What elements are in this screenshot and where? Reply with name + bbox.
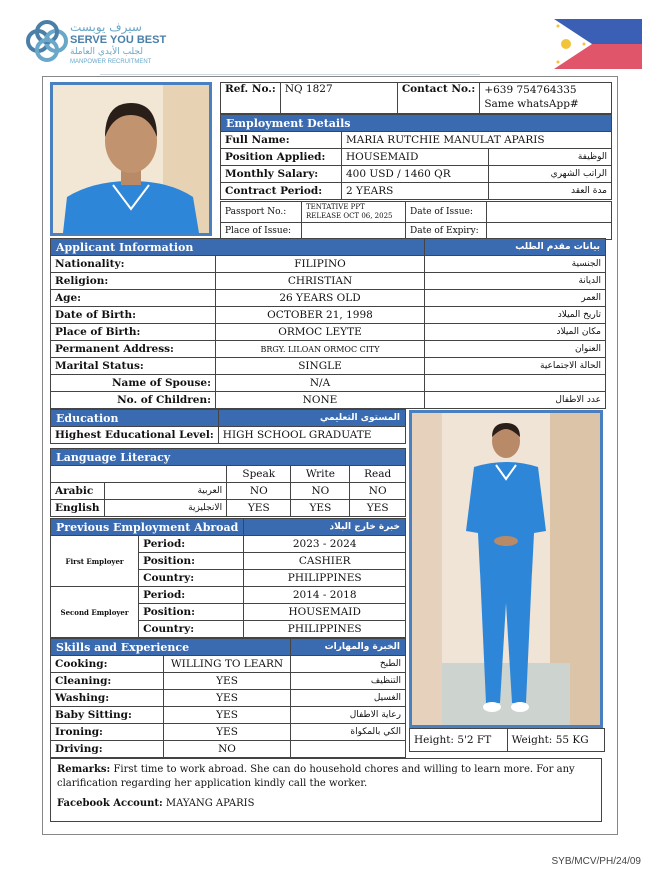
applicant-row: Religion: CHRISTIAN الديانة	[51, 273, 606, 290]
weight-cell	[507, 729, 604, 752]
speak-header: Speak	[227, 466, 291, 483]
employer-row: Position: HOUSEMAID	[51, 604, 406, 621]
previous-title-ar: خبرة خارج البلاد	[244, 519, 406, 536]
applicant-row: Nationality: FILIPINO الجنسية	[51, 256, 606, 273]
logo-subtitle: MANPOWER RECRUITMENT	[70, 59, 152, 65]
education-table	[50, 409, 406, 444]
height-cell	[410, 729, 508, 752]
first-employer-label: First Employer	[51, 536, 139, 587]
previous-title: Previous Employment Abroad	[51, 519, 244, 536]
language-blank	[51, 466, 227, 483]
logo-arabic: سيرف يوبست	[70, 20, 142, 34]
footer-code: SYB/MCV/PH/24/09	[551, 856, 641, 867]
expiry-label: Date of Expiry:	[406, 223, 487, 240]
ref-value: NQ 1827	[280, 83, 397, 114]
facebook-label: Facebook Account:	[57, 798, 163, 809]
skill-row: Cooking: WILLING TO LEARN الطبخ	[51, 656, 406, 673]
skill-row: Cleaning: YES التنظيف	[51, 673, 406, 690]
employer-row: Country: PHILIPPINES	[51, 621, 406, 638]
body-measure-table	[409, 728, 605, 752]
height-label: Height:	[414, 734, 454, 746]
passport-label: Passport No.:	[221, 202, 302, 223]
previous-employment-table	[50, 518, 406, 638]
facebook-value: MAYANG APARIS	[165, 798, 255, 809]
remarks-text: First time to work abroad. She can do household chores and willing to learn more. For any clarification regarding her application kindly call the worker.	[57, 764, 575, 789]
applicant-row: Place of Birth: ORMOC LEYTE مكان الميلاد	[51, 324, 606, 341]
employer-row: Position: CASHIER	[51, 553, 406, 570]
full-body-photo	[409, 410, 603, 728]
employer-row: Second Employer Period: 2014 - 2018	[51, 587, 406, 604]
issue-date-value	[487, 202, 612, 223]
contact-note: Same whatsApp#	[484, 98, 579, 110]
skill-row: Ironing: YES الكي بالمكواة	[51, 724, 406, 741]
applicant-table	[50, 238, 606, 409]
height-value: 5'2 FT	[457, 734, 492, 746]
education-label: Highest Educational Level:	[51, 427, 219, 444]
reference-table	[220, 82, 612, 114]
full-name-value: MARIA RUTCHIE MANULAT APARIS	[342, 132, 612, 149]
passport-table	[220, 201, 612, 240]
position-ar: الوظيفة	[489, 149, 612, 166]
philippines-flag-icon	[554, 19, 642, 69]
language-row: English الانجليزية YES YES YES	[51, 500, 406, 517]
contact-label: Contact No.:	[397, 83, 480, 114]
top-rule	[100, 74, 480, 75]
remarks-label: Remarks:	[57, 764, 111, 775]
remarks-box	[50, 758, 602, 822]
passport-value: TENTATIVE PPT RELEASE OCT 06, 2025	[302, 202, 406, 223]
issue-date-label: Date of Issue:	[406, 202, 487, 223]
place-issue-label: Place of Issue:	[221, 223, 302, 240]
skill-row: Baby Sitting: YES رعاية الاطفال	[51, 707, 406, 724]
portrait-photo	[50, 82, 212, 236]
applicant-title: Applicant Information	[51, 239, 425, 256]
contact-value: +639 754764335	[484, 84, 577, 96]
weight-value: 55 KG	[555, 734, 589, 746]
weight-label: Weight:	[511, 734, 553, 746]
second-employer-label: Second Employer	[51, 587, 139, 638]
read-header: Read	[350, 466, 406, 483]
applicant-row: Permanent Address: BRGY. LILOAN ORMOC CITY العنوان	[51, 341, 606, 358]
remarks-text-block	[57, 763, 595, 791]
employer-row: Country: PHILIPPINES	[51, 570, 406, 587]
contract-label: Contract Period:	[221, 183, 342, 200]
facebook-block	[57, 797, 595, 811]
language-row: Arabic العربية NO NO NO	[51, 483, 406, 500]
education-title-ar: المستوى التعليمي	[218, 410, 405, 427]
logo-knot-icon	[24, 18, 70, 64]
contact-cell	[480, 83, 612, 114]
contract-ar: مدة العقد	[489, 183, 612, 200]
employment-title: Employment Details	[221, 115, 612, 132]
applicant-row: Date of Birth: OCTOBER 21, 1998 تاريخ الميلاد	[51, 307, 606, 324]
logo-arabic-sub: لجلب الأيدي العاملة	[70, 47, 143, 57]
applicant-row: Age: 26 YEARS OLD العمر	[51, 290, 606, 307]
write-header: Write	[291, 466, 350, 483]
applicant-row: No. of Children: NONE عدد الاطفال	[51, 392, 606, 409]
full-name-label: Full Name:	[221, 132, 342, 149]
place-issue-value	[302, 223, 406, 240]
skill-row: Washing: YES الغسيل	[51, 690, 406, 707]
skills-table	[50, 638, 406, 758]
applicant-title-ar: بيانات مقدم الطلب	[425, 239, 606, 256]
employment-table	[220, 114, 612, 200]
ref-label: Ref. No.:	[221, 83, 281, 114]
education-title: Education	[51, 410, 219, 427]
position-label: Position Applied:	[221, 149, 342, 166]
skills-title: Skills and Experience	[51, 639, 291, 656]
position-value: HOUSEMAID	[342, 149, 489, 166]
skills-title-ar: الخبرة والمهارات	[291, 639, 406, 656]
salary-value: 400 USD / 1460 QR	[342, 166, 489, 183]
applicant-row: Name of Spouse: N/A	[51, 375, 606, 392]
contract-value: 2 YEARS	[342, 183, 489, 200]
skill-row: Driving: NO	[51, 741, 406, 758]
salary-ar: الراتب الشهري	[489, 166, 612, 183]
expiry-value	[487, 223, 612, 240]
logo-english: SERVE YOU BEST	[70, 34, 167, 46]
education-value: HIGH SCHOOL GRADUATE	[218, 427, 405, 444]
language-table	[50, 448, 406, 517]
salary-label: Monthly Salary:	[221, 166, 342, 183]
language-title: Language Literacy	[51, 449, 406, 466]
employer-row: First Employer Period: 2023 - 2024	[51, 536, 406, 553]
applicant-row: Marital Status: SINGLE الحالة الاجتماعية	[51, 358, 606, 375]
